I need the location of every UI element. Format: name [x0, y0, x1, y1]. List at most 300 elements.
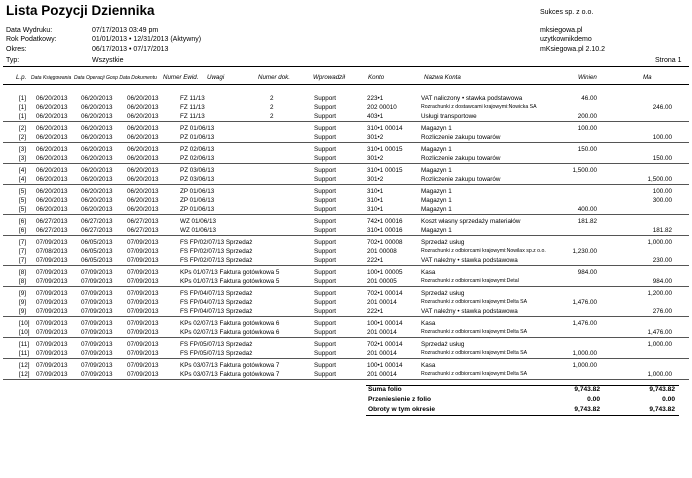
table-row	[3, 124, 689, 133]
entry-group	[3, 238, 689, 266]
cell-wn: 1,230.00	[572, 248, 597, 255]
cell-nr: KPs 02/07/13 Faktura gotówkowa 6	[180, 329, 280, 336]
cell-lp: [5]	[19, 197, 27, 204]
cell-na: VAT należny • stawka podstawowa	[421, 257, 518, 264]
cell-dd: 06/20/2013	[127, 206, 159, 213]
cell-dd: 07/09/2013	[127, 269, 159, 276]
cell-nr: FS FP/05/07/13 Sprzedaż	[180, 341, 253, 348]
cell-lp: [11]	[19, 341, 30, 348]
col-konto: Konto	[368, 74, 385, 81]
cell-na: Rozrachunki z odbiorcami krajowymi:Detal	[421, 278, 519, 284]
cell-lp: [7]	[19, 239, 27, 246]
cell-dk: 07/09/2013	[36, 329, 68, 336]
table-row	[3, 94, 689, 103]
cell-wn: 1,000.00	[572, 362, 597, 369]
cell-wp: Support	[314, 278, 337, 285]
cell-do: 07/09/2013	[81, 329, 113, 336]
cell-nr: ZP 01/06/13	[180, 206, 215, 213]
cell-dd: 07/09/2013	[127, 341, 159, 348]
summary-label: Obroty w tym okresie	[368, 406, 436, 413]
cell-lp: [4]	[19, 167, 27, 174]
cell-ko: 201 00014	[367, 299, 397, 306]
cell-na: Magazyn 1	[421, 188, 452, 195]
cell-wp: Support	[314, 269, 337, 276]
table-row	[3, 349, 689, 358]
cell-nr: PZ 03/06/13	[180, 167, 215, 174]
cell-lp: [3]	[19, 146, 27, 153]
cell-wn: 150.00	[577, 146, 597, 153]
entry-group	[3, 166, 689, 185]
period-label: Okres:	[6, 46, 27, 53]
table-row	[3, 103, 689, 112]
cell-dk: 06/20/2013	[36, 113, 68, 120]
cell-na: Magazyn 1	[421, 167, 452, 174]
cell-ko: 201 00014	[367, 329, 397, 336]
cell-lp: [10]	[19, 320, 30, 327]
cell-dk: 07/09/2013	[36, 239, 68, 246]
cell-dk: 06/20/2013	[36, 206, 68, 213]
cell-dk: 07/09/2013	[36, 269, 68, 276]
cell-dk: 07/09/2013	[36, 341, 68, 348]
summary-wn: 9,743.82	[574, 406, 600, 413]
cell-nr: KPs 02/07/13 Faktura gotówkowa 6	[180, 320, 280, 327]
cell-nr: PZ 01/06/13	[180, 125, 215, 132]
cell-ko: 201 00008	[367, 248, 397, 255]
cell-nr: ZP 01/06/13	[180, 188, 215, 195]
page-number: Strona 1	[655, 57, 682, 64]
cell-ma: 181.82	[652, 227, 672, 234]
col-data-ksiegowania: Data Księgowania	[31, 75, 72, 81]
tax-year-label: Rok Podatkowy:	[6, 36, 57, 43]
page-title: Lista Pozycji Dziennika	[6, 3, 155, 18]
table-row	[3, 319, 689, 328]
cell-do: 07/09/2013	[81, 308, 113, 315]
cell-lp: [1]	[19, 104, 27, 111]
col-numer-dok: Numer dok.	[258, 74, 290, 81]
cell-ko: 201 00014	[367, 350, 397, 357]
cell-nd: 2	[270, 113, 274, 120]
cell-nr: FS FP/04/07/13 Sprzedaż	[180, 308, 253, 315]
cell-ma: 1,476.00	[647, 329, 672, 336]
cell-dd: 06/27/2013	[127, 218, 159, 225]
cell-do: 06/20/2013	[81, 113, 113, 120]
entry-group	[3, 94, 689, 122]
cell-wp: Support	[314, 362, 337, 369]
cell-dk: 06/20/2013	[36, 125, 68, 132]
cell-wp: Support	[314, 329, 337, 336]
cell-wp: Support	[314, 104, 337, 111]
cell-dd: 06/27/2013	[127, 227, 159, 234]
cell-na: VAT należny • stawka podstawowa	[421, 308, 518, 315]
cell-wp: Support	[314, 299, 337, 306]
cell-nr: FS FP/04/07/13 Sprzedaż	[180, 290, 253, 297]
table-row	[3, 226, 689, 235]
cell-do: 06/20/2013	[81, 197, 113, 204]
cell-ko: 201 00014	[367, 371, 397, 378]
col-winien: Winien	[578, 74, 597, 81]
cell-do: 06/20/2013	[81, 206, 113, 213]
cell-na: Usługi transportowe	[421, 113, 477, 120]
cell-wn: 400.00	[577, 206, 597, 213]
cell-na: Rozrachunki z odbiorcami krajowymi:Delta SA	[421, 350, 528, 356]
cell-wn: 1,476.00	[572, 299, 597, 306]
cell-dd: 06/20/2013	[127, 134, 159, 141]
summary-ma: 9,743.82	[649, 406, 675, 413]
cell-ko: 100•1 00014	[367, 320, 403, 327]
cell-lp: [7]	[19, 248, 27, 255]
cell-na: Magazyn 1	[421, 146, 452, 153]
cell-nr: FS FP/02/07/13 Sprzedaż	[180, 248, 253, 255]
cell-wn: 100.00	[577, 125, 597, 132]
site-name: mksiegowa.pl	[540, 27, 583, 34]
cell-nr: FZ 11/13	[180, 104, 205, 111]
cell-dk: 06/27/2013	[36, 227, 68, 234]
cell-ma: 1,000.00	[647, 371, 672, 378]
table-row	[3, 370, 689, 379]
entry-group	[3, 145, 689, 164]
cell-nr: FS FP/02/07/13 Sprzedaż	[180, 239, 253, 246]
tax-year: 01/01/2013 • 12/31/2013 (Aktywny)	[92, 36, 202, 43]
cell-dk: 06/20/2013	[36, 176, 68, 183]
summary-label: Suma folio	[368, 386, 402, 393]
cell-wp: Support	[314, 290, 337, 297]
cell-na: Rozliczenie zakupu towarów	[421, 155, 501, 162]
cell-do: 06/20/2013	[81, 104, 113, 111]
cell-wp: Support	[314, 113, 337, 120]
cell-dd: 06/20/2013	[127, 155, 159, 162]
cell-lp: [1]	[19, 95, 27, 102]
cell-dd: 07/09/2013	[127, 239, 159, 246]
cell-nr: FS FP/05/07/13 Sprzedaż	[180, 350, 253, 357]
cell-dk: 07/09/2013	[36, 290, 68, 297]
table-row	[3, 247, 689, 256]
cell-nr: PZ 02/06/13	[180, 155, 215, 162]
cell-ma: 1,500.00	[647, 176, 672, 183]
cell-ko: 201 00005	[367, 278, 397, 285]
cell-lp: [1]	[19, 113, 27, 120]
print-date-label: Data Wydruku:	[6, 27, 53, 34]
cell-do: 06/05/2013	[81, 248, 113, 255]
cell-lp: [2]	[19, 125, 27, 132]
cell-ko: 100•1 00014	[367, 362, 403, 369]
column-header-divider	[3, 84, 689, 85]
cell-ma: 246.00	[652, 104, 672, 111]
table-row	[3, 361, 689, 370]
cell-ma: 1,000.00	[647, 341, 672, 348]
cell-ko: 301•2	[367, 176, 384, 183]
cell-nr: PZ 02/06/13	[180, 146, 215, 153]
cell-dd: 06/20/2013	[127, 146, 159, 153]
cell-do: 06/20/2013	[81, 95, 113, 102]
cell-wn: 181.82	[577, 218, 597, 225]
cell-wp: Support	[314, 239, 337, 246]
cell-wp: Support	[314, 188, 337, 195]
cell-ko: 702•1 00014	[367, 290, 403, 297]
period: 06/17/2013 • 07/17/2013	[92, 46, 169, 53]
cell-wp: Support	[314, 146, 337, 153]
cell-dk: 06/20/2013	[36, 155, 68, 162]
cell-dd: 07/09/2013	[127, 290, 159, 297]
cell-do: 07/09/2013	[81, 341, 113, 348]
cell-ma: 1,200.00	[647, 290, 672, 297]
cell-nd: 2	[270, 95, 274, 102]
cell-nr: FS FP/02/07/13 Sprzedaż	[180, 257, 253, 264]
cell-na: Kasa	[421, 269, 436, 276]
cell-nr: ZP 01/06/13	[180, 197, 215, 204]
cell-wp: Support	[314, 227, 337, 234]
cell-wp: Support	[314, 125, 337, 132]
summary-ma: 9,743.82	[649, 386, 675, 393]
table-row	[3, 328, 689, 337]
cell-wn: 1,476.00	[572, 320, 597, 327]
cell-na: Koszt własny sprzedaży materiałów	[421, 218, 521, 225]
cell-ko: 202 00010	[367, 104, 397, 111]
cell-lp: [11]	[19, 350, 30, 357]
table-row	[3, 133, 689, 142]
cell-na: Rozrachunki z odbiorcami krajowymi:Delta SA	[421, 299, 528, 305]
cell-dk: 07/09/2013	[36, 350, 68, 357]
cell-na: VAT naliczony • stawka podstawowa	[421, 95, 523, 102]
cell-dd: 07/09/2013	[127, 371, 159, 378]
cell-dd: 07/09/2013	[127, 299, 159, 306]
cell-lp: [9]	[19, 308, 27, 315]
cell-wn: 984.00	[577, 269, 597, 276]
cell-lp: [5]	[19, 206, 27, 213]
cell-dd: 06/20/2013	[127, 125, 159, 132]
company-name: Sukces sp. z o.o.	[540, 9, 594, 16]
cell-wp: Support	[314, 350, 337, 357]
cell-ko: 310•1 00014	[367, 125, 403, 132]
entry-group	[3, 268, 689, 287]
summary-section	[0, 385, 692, 415]
cell-wp: Support	[314, 95, 337, 102]
table-row	[3, 166, 689, 175]
cell-dd: 07/09/2013	[127, 257, 159, 264]
summary-row	[0, 405, 692, 415]
cell-ko: 403•1	[367, 113, 384, 120]
cell-lp: [4]	[19, 176, 27, 183]
cell-wp: Support	[314, 218, 337, 225]
cell-dk: 06/27/2013	[36, 218, 68, 225]
cell-dd: 07/09/2013	[127, 329, 159, 336]
cell-nr: KPs 01/07/13 Faktura gotówkowa 5	[180, 278, 280, 285]
cell-do: 07/09/2013	[81, 371, 113, 378]
cell-na: Rozrachunki z dostawcami krajowymi:Nowicka SA	[421, 104, 537, 110]
cell-dk: 07/09/2013	[36, 308, 68, 315]
cell-nr: PZ 01/06/13	[180, 134, 215, 141]
cell-do: 06/20/2013	[81, 125, 113, 132]
cell-ko: 310•1 00016	[367, 227, 403, 234]
cell-lp: [9]	[19, 299, 27, 306]
cell-wp: Support	[314, 308, 337, 315]
user-name: uzytkownikdemo	[540, 36, 592, 43]
cell-na: Kasa	[421, 320, 436, 327]
cell-nr: FZ 11/13	[180, 95, 205, 102]
cell-dd: 07/09/2013	[127, 350, 159, 357]
table-row	[3, 277, 689, 286]
cell-lp: [3]	[19, 155, 27, 162]
cell-dd: 06/20/2013	[127, 176, 159, 183]
cell-do: 07/09/2013	[81, 290, 113, 297]
cell-na: Rozliczenie zakupu towarów	[421, 134, 501, 141]
cell-do: 06/20/2013	[81, 155, 113, 162]
cell-lp: [5]	[19, 188, 27, 195]
cell-dd: 06/20/2013	[127, 197, 159, 204]
cell-dk: 07/09/2013	[36, 257, 68, 264]
summary-ma: 0.00	[662, 396, 675, 403]
col-numer-ewid: Numer Ewid.	[163, 74, 199, 81]
cell-na: Rozrachunki z odbiorcami krajowymi:Nowilax sp.z o.o.	[421, 248, 546, 254]
summary-label: Przeniesienie z folio	[368, 396, 432, 403]
cell-dd: 06/20/2013	[127, 104, 159, 111]
cell-do: 07/09/2013	[81, 299, 113, 306]
type-label: Typ:	[6, 57, 20, 64]
cell-dk: 07/09/2013	[36, 371, 68, 378]
cell-wp: Support	[314, 167, 337, 174]
cell-wn: 1,000.00	[572, 350, 597, 357]
cell-ko: 222•1	[367, 308, 384, 315]
cell-na: Rozrachunki z odbiorcami krajowymi:Delta SA	[421, 329, 528, 335]
cell-ko: 702•1 00008	[367, 239, 403, 246]
cell-ko: 310•1 00015	[367, 146, 403, 153]
cell-do: 06/20/2013	[81, 134, 113, 141]
cell-dk: 06/20/2013	[36, 95, 68, 102]
summary-wn: 0.00	[587, 396, 600, 403]
cell-ma: 984.00	[652, 278, 672, 285]
cell-dk: 07/09/2013	[36, 362, 68, 369]
col-lp: L.p.	[16, 74, 27, 81]
cell-wp: Support	[314, 371, 337, 378]
entry-group	[3, 340, 689, 359]
cell-ko: 742•1 00016	[367, 218, 403, 225]
cell-wp: Support	[314, 257, 337, 264]
cell-nr: WZ 01/06/13	[180, 218, 217, 225]
cell-nr: FZ 11/13	[180, 113, 205, 120]
table-row	[3, 268, 689, 277]
cell-dd: 07/09/2013	[127, 248, 159, 255]
cell-dk: 06/20/2013	[36, 188, 68, 195]
cell-lp: [2]	[19, 134, 27, 141]
cell-dd: 06/20/2013	[127, 188, 159, 195]
cell-lp: [10]	[19, 329, 30, 336]
table-row	[3, 217, 689, 226]
cell-nr: KPs 03/07/13 Faktura gotówkowa 7	[180, 362, 280, 369]
cell-do: 06/05/2013	[81, 239, 113, 246]
cell-wn: 200.00	[577, 113, 597, 120]
cell-ma: 100.00	[652, 134, 672, 141]
cell-wp: Support	[314, 197, 337, 204]
cell-lp: [9]	[19, 290, 27, 297]
summary-row	[0, 385, 692, 395]
table-row	[3, 205, 689, 214]
cell-dd: 07/09/2013	[127, 362, 159, 369]
table-row	[3, 307, 689, 316]
cell-ko: 222•1	[367, 257, 384, 264]
col-uwagi: Uwagi	[207, 74, 225, 81]
cell-dk: 07/09/2013	[36, 320, 68, 327]
cell-ko: 310•1	[367, 188, 384, 195]
cell-dk: 06/20/2013	[36, 104, 68, 111]
cell-nr: PZ 03/06/13	[180, 176, 215, 183]
cell-lp: [12]	[19, 371, 30, 378]
cell-na: Sprzedaż usług	[421, 290, 465, 297]
cell-na: Sprzedaż usług	[421, 341, 465, 348]
cell-ko: 702•1 00014	[367, 341, 403, 348]
summary-wn: 9,743.82	[574, 386, 600, 393]
table-row	[3, 196, 689, 205]
cell-do: 06/20/2013	[81, 146, 113, 153]
cell-wn: 46.00	[581, 95, 597, 102]
cell-do: 06/20/2013	[81, 167, 113, 174]
cell-dk: 07/09/2013	[36, 278, 68, 285]
cell-ma: 230.00	[652, 257, 672, 264]
cell-nr: FS FP/04/07/13 Sprzedaż	[180, 299, 253, 306]
table-row	[3, 187, 689, 196]
cell-dk: 07/09/2013	[36, 299, 68, 306]
cell-do: 07/09/2013	[81, 362, 113, 369]
cell-ko: 310•1 00015	[367, 167, 403, 174]
summary-divider	[366, 415, 679, 416]
print-date: 07/17/2013 03:49 pm	[92, 27, 159, 34]
cell-ko: 223•1	[367, 95, 384, 102]
entry-group	[3, 361, 689, 380]
col-ma: Ma	[643, 74, 652, 81]
cell-do: 06/20/2013	[81, 176, 113, 183]
table-row	[3, 298, 689, 307]
cell-dd: 07/09/2013	[127, 320, 159, 327]
cell-do: 06/27/2013	[81, 218, 113, 225]
summary-row	[0, 395, 692, 405]
app-version: mKsiegowa.pl 2.10.2	[540, 46, 605, 53]
col-nazwa-konta: Nazwa Konta	[424, 74, 461, 81]
header-divider	[3, 66, 689, 67]
cell-na: Magazyn 1	[421, 206, 452, 213]
cell-do: 06/27/2013	[81, 227, 113, 234]
entry-group	[3, 289, 689, 317]
cell-wp: Support	[314, 176, 337, 183]
cell-wp: Support	[314, 248, 337, 255]
entry-group	[3, 124, 689, 143]
cell-do: 06/20/2013	[81, 188, 113, 195]
cell-na: Magazyn 1	[421, 125, 452, 132]
cell-ko: 100•1 00005	[367, 269, 403, 276]
cell-dk: 06/20/2013	[36, 134, 68, 141]
cell-ko: 310•1	[367, 206, 384, 213]
cell-wp: Support	[314, 320, 337, 327]
journal-entries	[0, 94, 692, 382]
cell-lp: [6]	[19, 218, 27, 225]
entry-group	[3, 217, 689, 236]
cell-lp: [7]	[19, 257, 27, 264]
cell-dk: 06/20/2013	[36, 197, 68, 204]
col-data-dokumentu: Gosp Data Dokumentu	[106, 75, 157, 81]
cell-dk: 06/20/2013	[36, 167, 68, 174]
cell-ma: 100.00	[652, 188, 672, 195]
table-row	[3, 238, 689, 247]
cell-dd: 07/09/2013	[127, 278, 159, 285]
cell-ma: 300.00	[652, 197, 672, 204]
cell-do: 06/05/2013	[81, 257, 113, 264]
cell-lp: [8]	[19, 269, 27, 276]
summary-divider	[366, 385, 679, 386]
cell-nd: 2	[270, 104, 274, 111]
cell-dd: 07/09/2013	[127, 308, 159, 315]
table-row	[3, 112, 689, 121]
cell-wp: Support	[314, 341, 337, 348]
cell-ko: 301•2	[367, 155, 384, 162]
type-value: Wszystkie	[92, 57, 124, 64]
cell-do: 07/09/2013	[81, 269, 113, 276]
